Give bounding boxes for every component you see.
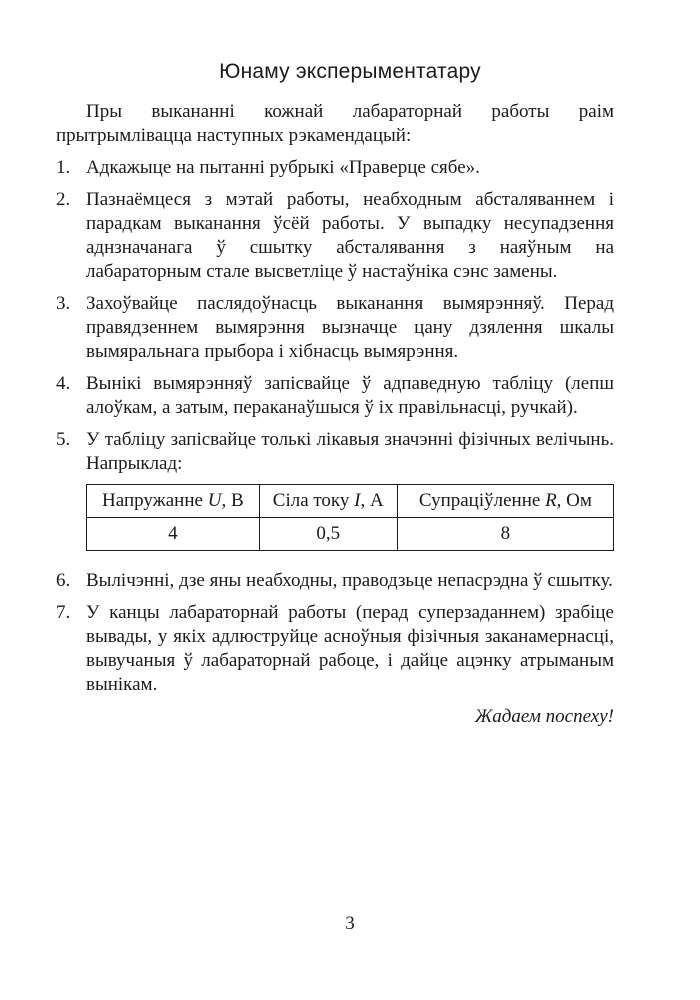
header-label: Сіла току: [272, 490, 355, 511]
header-unit: , А: [360, 490, 384, 511]
table-header-current: [259, 485, 397, 518]
table-header-resistance: [397, 485, 613, 518]
list-item-number: 6.: [56, 570, 71, 591]
header-symbol: R: [545, 490, 557, 511]
recommendations-list: [56, 156, 614, 697]
table-cell-voltage: 4: [87, 518, 260, 551]
list-item-number: 5.: [56, 429, 71, 450]
list-item-text: Захоўвайце паслядоўнасць выканання вымярэнняў. Перад правядзеннем вымярэння вызначце цану дзялення шкалы вымяральнага прыбора і хібнасць вымярэння.: [86, 293, 614, 362]
list-item-text: Вылічэнні, дзе яны неабходны, праводзьце непасрэдна ў сшытку.: [86, 570, 613, 591]
table-cell-resistance: 8: [397, 518, 613, 551]
list-item: [56, 428, 614, 476]
header-symbol: U: [207, 490, 222, 511]
list-item: [56, 601, 614, 697]
table-row: [87, 518, 614, 551]
list-item-text: Адкажыце на пытанні рубрыкі «Праверце сябе».: [86, 157, 480, 178]
closing-wish: Жадаем поспеху!: [474, 706, 614, 727]
table-header-voltage: [87, 485, 260, 518]
list-item-number: 1.: [56, 157, 71, 178]
list-item: [56, 188, 614, 284]
list-item-text: У табліцу запісвайце толькі лікавыя значэнні фізічных велічынь. Напрыклад:: [86, 429, 614, 474]
header-unit: , В: [221, 490, 244, 511]
list-item: [56, 292, 614, 364]
header-symbol: I: [354, 490, 361, 511]
header-label: Напружанне: [102, 490, 208, 511]
page-content: [56, 100, 614, 729]
list-item-number: 2.: [56, 189, 71, 210]
example-table-wrapper: [86, 484, 614, 551]
list-item-text: Пазнаёмцеся з мэтай работы, неабходным абсталяваннем і парадкам выканання ўсёй работы. У выпадку несупадзення аднзначанага ў сшытку абсталявання з наяўным на лабараторным стале высветліце ў настаўніка сэнс замены.: [86, 189, 614, 282]
table-header-row: [87, 485, 614, 518]
header-unit: , Ом: [556, 490, 592, 511]
header-label: Супраціўленне: [418, 490, 546, 511]
intro-paragraph: Пры выкананні кожнай лабараторнай работы раім прытрымлівацца наступных рэкамендацый:: [56, 101, 614, 146]
example-table: [86, 484, 614, 551]
list-item-text: Вынікі вымярэнняў запісвайце ў адпаведную табліцу (лепш алоўкам, а затым, пераканаўшыся ў іх правільнасці, ручкай).: [86, 373, 614, 418]
list-item-text: У канцы лабараторнай работы (перад суперзаданнем) зрабіце вывады, у якіх адлюструйце асноўныя фізічныя заканамернасці, вывучаныя ў лабараторнай рабоце, і дайце ацэнку атрыманым вынікам.: [86, 602, 614, 695]
page-title: Юнаму эксперыментатару: [219, 60, 481, 83]
list-item: [56, 156, 614, 180]
page-number: 3: [345, 913, 355, 934]
table-cell-current: 0,5: [259, 518, 397, 551]
list-item-number: 4.: [56, 373, 71, 394]
list-item-number: 7.: [56, 602, 71, 623]
list-item: [56, 569, 614, 593]
list-item: [56, 372, 614, 420]
list-item-number: 3.: [56, 293, 71, 314]
